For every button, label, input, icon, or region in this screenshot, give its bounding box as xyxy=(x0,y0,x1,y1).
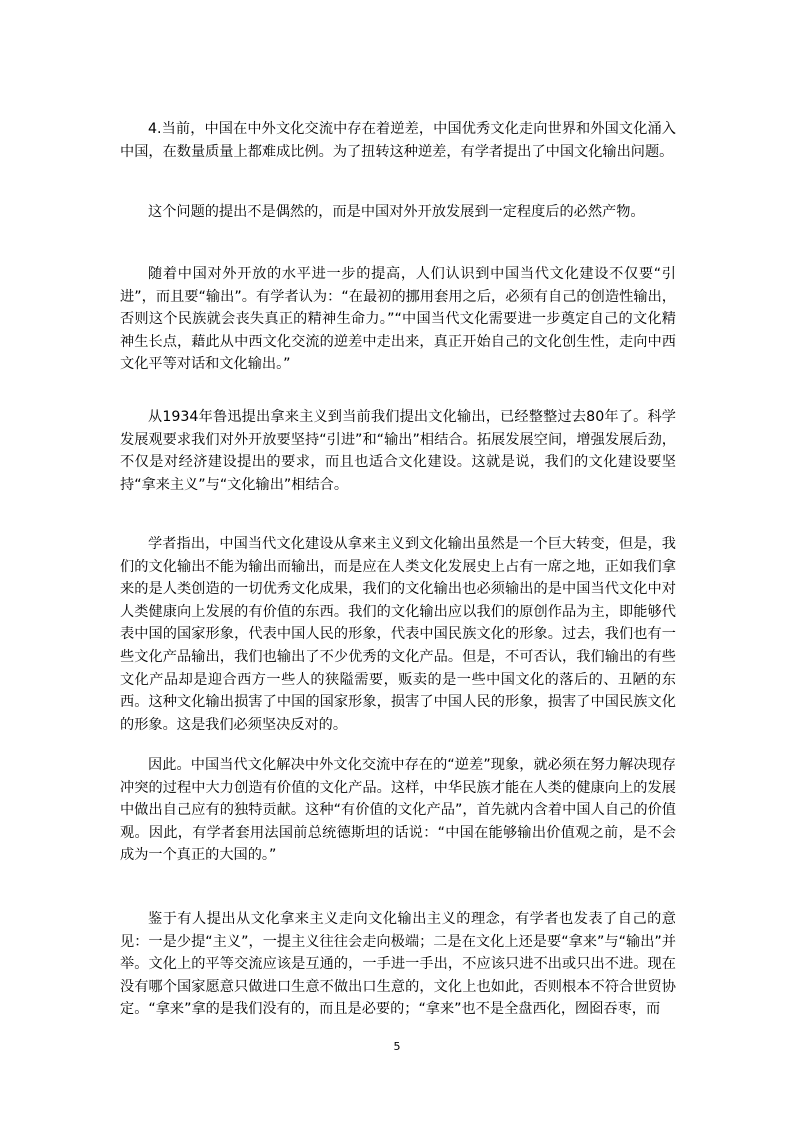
paragraph-scholars-point-out: 学者指出，中国当代文化建设从拿来主义到文化输出虽然是一个巨大转变，但是，我们的文化输出不能为输出而输出，而是应在人类文化发展史上占有一席之地，正如我们拿来的是人类创造的一切优秀文化成果，我们的文化输出也必须输出的是中国当代文化中对人类健康向上发展的有价值的东西。我们的文化输出应以我们的原创作品为主，即能够代表中国的国家形象，代表中国人民的形象，代表中国民族文化的形象。过去，我们也有一些文化产品输出，我们也输出了不少优秀的文化产品。但是，不可否认，我们输出的有些文化产品却是迎合西方一些人的狭隘需要，贩卖的是一些中国文化的落后的、丑陋的东西。这种文化输出损害了中国的国家形象，损害了中国人民的形象，损害了中国民族文化的形象。这是我们必须坚决反对的。 xyxy=(120,536,676,733)
paragraph-scholar-opinions: 鉴于有人提出从文化拿来主义走向文化输出主义的理念，有学者也发表了自己的意见：一是少提“主义”，一提主义往往会走向极端；二是在文化上还是要“拿来”与“输出”并举。文化上的平等交流应该是互通的，一手进一手出，不应该只进不出或只出不进。现在没有哪个国家愿意只做进口生意不做出口生意的，文化上也如此，否则根本不符合世贸协定。“拿来”拿的是我们没有的，而且是必要的；“拿来”也不是全盘西化，囫囵吞枣，而 xyxy=(120,911,676,1018)
page-number: 5 xyxy=(393,1040,401,1053)
paragraph-cultural-deficit: 4.当前，中国在中外文化交流中存在着逆差，中国优秀文化走向世界和外国文化涌入中国，在数量质量上都难成比例。为了扭转这种逆差，有学者提出了中国文化输出问题。 xyxy=(120,121,676,160)
paragraph-inevitable-product: 这个问题的提出不是偶然的，而是中国对外开放发展到一定程度后的必然产物。 xyxy=(148,204,645,220)
paragraph-lu-xun-1934: 从1934年鲁迅提出拿来主义到当前我们提出文化输出，已经整整过去80年了。科学发展观要求我们对外开放要坚持“引进”和“输出”相结合。拓展发展空间，增强发展后劲，不仅是对经济建设提出的要求，而且也适合文化建设。这就是说，我们的文化建设要坚持“拿来主义”与“文化输出”相结合。 xyxy=(120,409,676,493)
paragraph-valuable-products: 因此。中国当代文化解决中外文化交流中存在的“逆差”现象，就必须在努力解决现存冲突的过程中大力创造有价值的文化产品。这样，中华民族才能在人类的健康向上的发展中做出自己应有的独特贡献。这种“有价值的文化产品”，首先就内含着中国人自己的价值观。因此，有学者套用法国前总统德斯坦的话说：“中国在能够输出价值观之前，是不会成为一个真正的大国的。” xyxy=(120,757,676,864)
paragraph-import-and-export: 随着中国对外开放的水平进一步的提高，人们认识到中国当代文化建设不仅要“引进”，而且要“输出”。有学者认为：“在最初的挪用套用之后，必须有自己的创造性输出，否则这个民族就会丧失真正的精神生命力。”“中国当代文化需要进一步奠定自己的文化精神生长点，藉此从中西文化交流的逆差中走出来，真正开始自己的文化创生性，走向中西文化平等对话和文化输出。” xyxy=(120,266,676,373)
